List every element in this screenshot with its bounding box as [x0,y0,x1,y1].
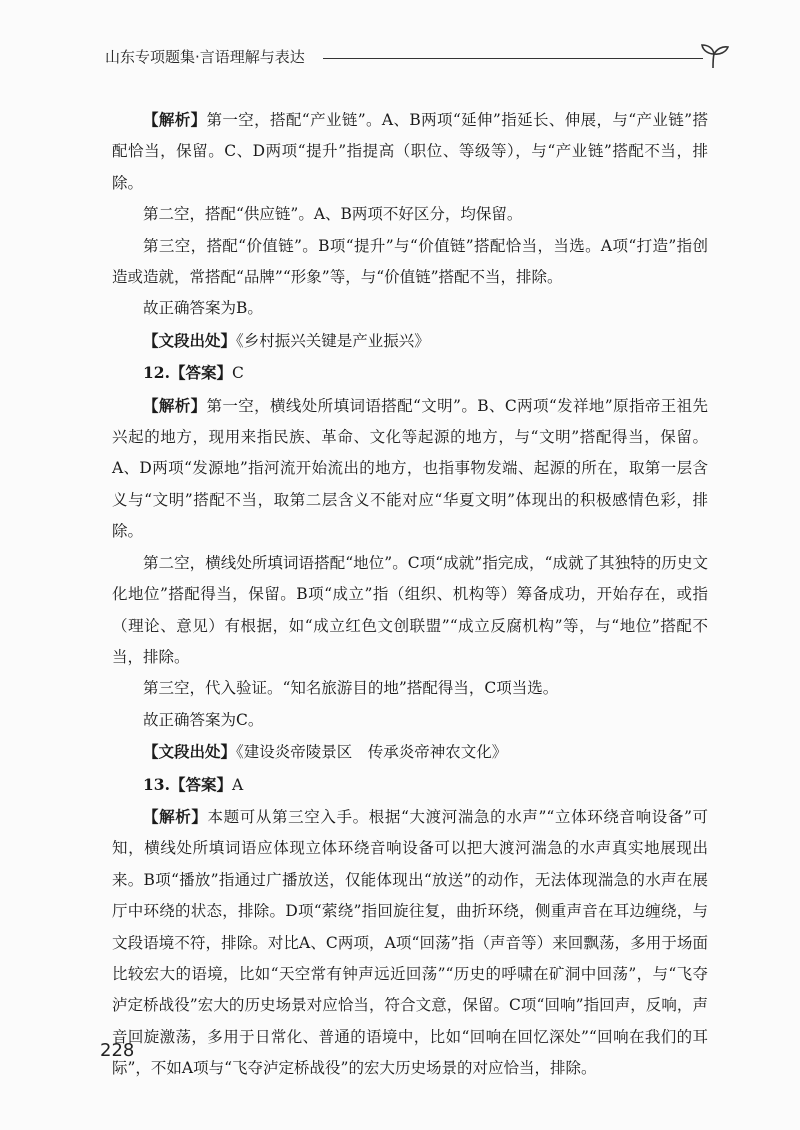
paragraph [112,548,708,674]
paragraph [112,104,708,199]
paragraph-text: 第一空，搭配“产业链”。A、B两项“延伸”指延长、伸展，与“产业链”搭配恰当，保留。C、D两项“提升”指提高（职位、等级等），与“产业链”搭配不当，排除。 [112,111,708,192]
section-tag: 13.【答案】 [143,774,232,794]
paragraph [112,357,708,389]
paragraph-text: 第三空，搭配“价值链”。B项“提升”与“价值链”搭配恰当，当选。A项“打造”指创造或造就，常搭配“品牌”“形象”等，与“价值链”搭配不当，排除。 [112,236,708,287]
paragraph-text: 本题可从第三空入手。根据“大渡河湍急的水声”“立体环绕音响设备”可知，横线处所填词语应体现立体环绕音响设备可以把大渡河湍急的水声真实地展现出来。B项“播放”指通过广播放送，仅能体现出“放送”的动作，无法体现湍急的水声在展厅中环绕的状态，排除。D项“萦绕”指回旋往复，曲折环绕，侧重声音在耳边缠绕，与文段语境不符，排除。对比A、C两项，A项“回荡”指（声音等）来回飘荡，多用于场面比较宏大的语境，比如“天空常有钟声远近回荡”“历史的呼啸在矿洞中回荡”，与“飞夺泸定桥战役”宏大的历史场景对应恰当，符合文意，保留。C项“回响”指回声，反响，声音回旋激荡，多用于日常化、普通的语境中，比如“回响在回忆深处”“回响在我们的耳际”，不如A项与“飞夺泸定桥战役”的宏大历史场景的对应恰当，排除。 [112,807,708,1078]
page-number: 228 [100,1040,135,1061]
section-tag: 12.【答案】 [143,363,232,383]
paragraph [112,325,708,357]
paragraph-text: 《乡村振兴关键是产业振兴》 [236,331,430,350]
section-tag: 【文段出处】 [143,330,237,350]
paragraph-text: 第一空，横线处所填词语搭配“文明”。B、C两项“发祥地”原指帝王祖先兴起的地方，现用来指民族、革命、文化等起源的地方，与“文明”搭配得当，保留。A、D两项“发源地”指河流开始流出的地方，也指事物发端、起源的所在，取第一层含义与“文明”搭配不当，取第二层含义不能对应“华夏文明”体现出的积极感情色彩，排除。 [112,396,708,541]
paragraph [112,390,708,548]
paragraph [112,769,708,801]
header-title: 山东专项题集·言语理解与表达 [105,48,305,66]
paragraph-text: A [231,775,244,794]
section-tag: 【解析】 [143,806,208,826]
header-rule [323,58,703,59]
sprout-icon [693,40,733,70]
section-tag: 【解析】 [143,110,207,129]
running-header [105,40,745,68]
paragraph-text: 《建设炎帝陵景区 传承炎帝神农文化》 [236,743,508,762]
section-tag: 【文段出处】 [143,742,237,762]
paragraph [112,705,708,736]
paragraph-text: 故正确答案为B。 [143,299,263,318]
paragraph [112,293,708,324]
paragraph [112,801,708,1085]
paragraph [112,231,708,294]
paragraph [112,199,708,230]
article-body [112,104,708,1085]
paragraph-text: 第二空，搭配“供应链”。A、B两项不好区分，均保留。 [143,205,523,224]
paragraph-text: C [231,364,244,383]
section-tag: 【解析】 [143,395,207,415]
paragraph [112,673,708,704]
paragraph-text: 第二空，横线处所填词语搭配“地位”。C项“成就”指完成，“成就了其独特的历史文化地位”搭配得当，保留。B项“成立”指（组织、机构等）筹备成功，开始存在，或指（理论、意见）有根据，如“成立红色文创联盟”“成立反腐机构”等，与“地位”搭配不当，排除。 [112,553,708,666]
paragraph-text: 故正确答案为C。 [143,710,264,729]
paragraph [112,736,708,768]
paragraph-text: 第三空，代入验证。“知名旅游目的地”搭配得当，C项当选。 [143,679,559,698]
